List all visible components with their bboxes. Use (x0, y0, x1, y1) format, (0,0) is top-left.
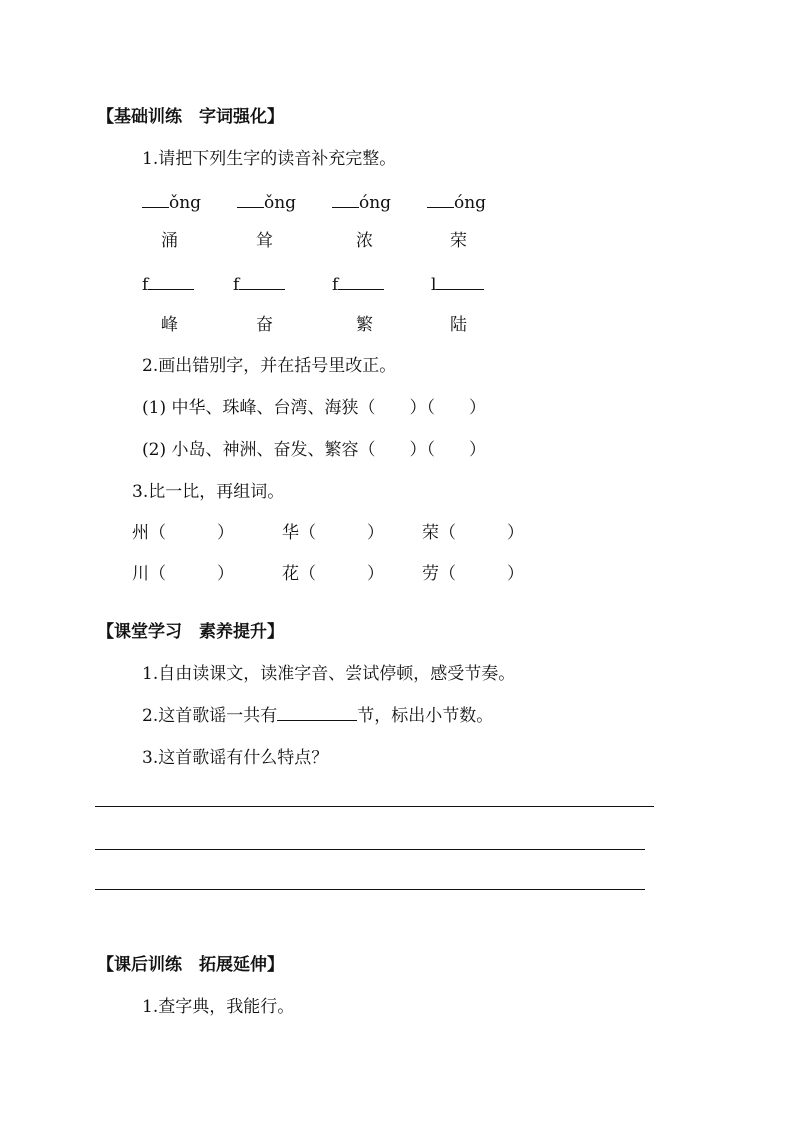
character-7: 繁 (356, 315, 373, 335)
verse-count-blank[interactable] (277, 720, 357, 721)
character-8: 陆 (450, 315, 467, 335)
section-heading-class-learning: 【课堂学习 素养提升】 (97, 622, 284, 642)
section-heading-basic-training: 【基础训练 字词强化】 (97, 107, 284, 127)
compare-item-rong[interactable]: 荣（ ） (422, 523, 524, 543)
character-5: 峰 (161, 315, 178, 335)
class-question-3: 3.这首歌谣有什么特点？ (142, 748, 329, 768)
answer-line-3[interactable] (95, 889, 645, 890)
character-6: 奋 (256, 315, 273, 335)
pinyin-blank-7[interactable]: f (332, 277, 384, 294)
class-question-2 (142, 708, 493, 725)
character-1: 涌 (161, 231, 178, 251)
section-heading-after-class: 【课后训练 拓展延伸】 (97, 955, 284, 975)
compare-item-hua-flower[interactable]: 花（ ） (282, 564, 384, 584)
pinyin-blank-4[interactable]: óng (427, 195, 486, 212)
compare-item-zhou[interactable]: 州（ ） (132, 523, 234, 543)
pinyin-blank-6[interactable]: f (233, 277, 285, 294)
question-3-compare: 3.比一比，再组词。 (132, 482, 285, 502)
typo-item-2[interactable]: (2) 小岛、神洲、奋发、繁容（ ）（ ） (142, 440, 486, 460)
compare-item-hua[interactable]: 华（ ） (282, 523, 384, 543)
class-question-2-suffix: 节，标出小节数。 (357, 706, 494, 726)
pinyin-blank-5[interactable]: f (142, 277, 194, 294)
character-2: 耸 (256, 231, 273, 251)
character-3: 浓 (356, 231, 373, 251)
question-2-typos: 2.画出错别字，并在括号里改正。 (142, 356, 397, 376)
compare-item-chuan[interactable]: 川（ ） (132, 564, 234, 584)
pinyin-blank-1[interactable]: ǒng (142, 195, 201, 212)
typo-item-1[interactable]: (1) 中华、珠峰、台湾、海狭（ ）（ ） (142, 398, 486, 418)
pinyin-blank-8[interactable]: l (431, 277, 484, 294)
question-1-pinyin: 1.请把下列生字的读音补充完整。 (142, 149, 397, 169)
pinyin-blank-2[interactable]: ǒng (237, 195, 296, 212)
pinyin-blank-3[interactable]: óng (332, 195, 391, 212)
after-class-question-1: 1.查字典，我能行。 (142, 997, 295, 1017)
answer-line-1[interactable] (95, 806, 654, 807)
character-4: 荣 (450, 231, 467, 251)
class-question-2-prefix: 2.这首歌谣一共有 (142, 706, 278, 726)
answer-line-2[interactable] (95, 849, 645, 850)
compare-item-lao[interactable]: 劳（ ） (422, 564, 524, 584)
class-question-1: 1.自由读课文，读准字音、尝试停顿，感受节奏。 (142, 664, 516, 684)
